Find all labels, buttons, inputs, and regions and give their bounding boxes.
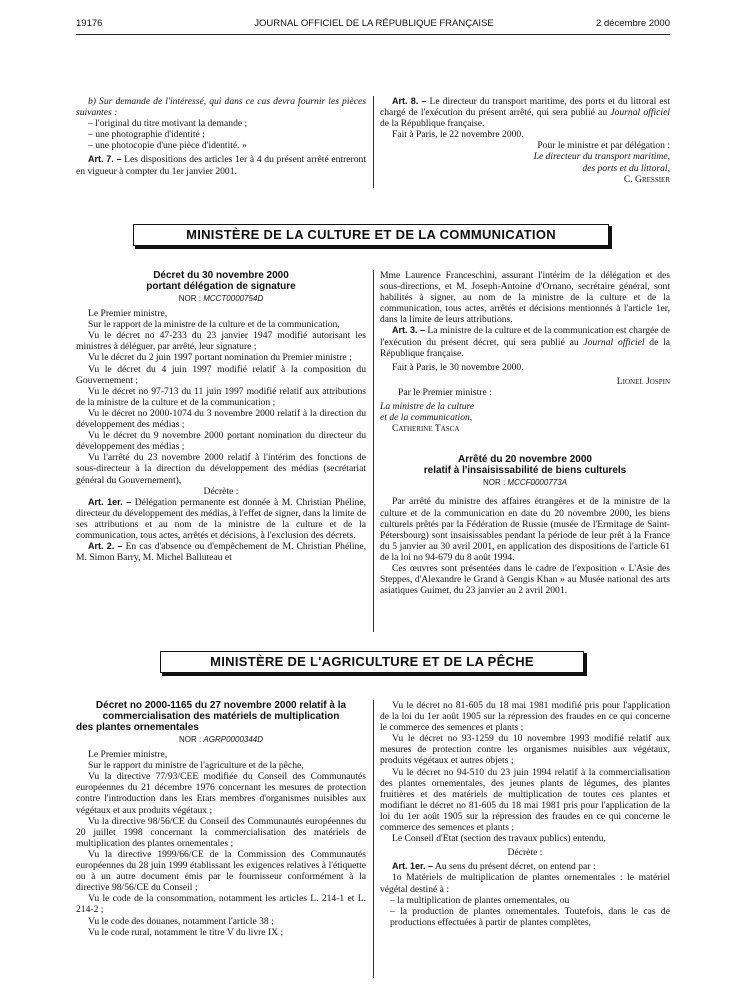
decret2-title3: des plantes ornementales (76, 722, 199, 733)
journal-title: JOURNAL OFFICIEL DE LA RÉPUBLIQUE FRANÇAISE (254, 18, 494, 29)
decret1-art1-label: Art. 1er. – (88, 496, 132, 507)
decret1-p2: Sur le rapport de la ministre de la culture et de la communication, (88, 319, 340, 331)
art7-text: Les dispositions des articles 1er à 4 du présent arrêté entreront en vigueur à compter du 1er janvier 2001. (76, 154, 366, 177)
decret2-art1-label: Art. 1er. – (392, 861, 434, 872)
decret1-pm: Lionel Jospin (616, 375, 670, 387)
decret2-p5: Vu la directive 1999/66/CE de la Commission des Communautés européennes du 28 juin 1999 établissant les exigences relatives à l'étiquette ou à un autre document émis par le fournisseur conformément à la directive 98/56/CE du Conseil ; (76, 848, 366, 894)
top-p1: b) Sur demande de l'intéressé, qui dans ce cas devra fournir les pièces suivantes : (76, 96, 366, 119)
top-sig-name: C. Gressier (623, 173, 670, 185)
arrete1-title1: Arrêté du 20 novembre 2000 (458, 454, 592, 466)
decret1-min-name: Catherine Tasca (392, 423, 460, 435)
ministry-agriculture-heading: MINISTÈRE DE L'AGRICULTURE ET DE LA PÊCHE (160, 651, 584, 673)
decret1-art3-text2: de la République française. (380, 336, 670, 359)
decret2-r1: Vu le décret no 81-605 du 18 mai 1981 modifié pris pour l'application de la loi du 1er août 1905 sur la répression des fraudes en ce qui concerne le commerce des semences et plants ; (380, 700, 670, 734)
header-rule (76, 34, 670, 35)
decret1-p1: Le Premier ministre, (88, 308, 168, 320)
arrete1-title2: relatif à l'insaisissabilité de biens culturels (423, 465, 627, 477)
decret2-p6: Vu le code de la consommation, notamment les articles L. 214-1 et L. 214-2 ; (76, 893, 366, 916)
decret2-p4: Vu la directive 98/56/CE du Conseil des Communautés européennes du 20 juillet 1998 concernant la commercialisation des matériels de multiplication des plantes ornementales ; (76, 815, 366, 849)
decret2-r5: 1o Matériels de multiplication de plantes ornementales : le matériel végétal destiné à : (380, 872, 670, 895)
art8-text2: de la République française. (380, 118, 485, 130)
decret1-decrete: Décrète : (203, 485, 239, 497)
arrete1-nor-label: NOR : (482, 478, 508, 488)
decret2-r3: Vu le décret no 94-510 du 23 juin 1994 relatif à la commercialisation des plantes ornementales, des jeunes plants de légumes, des plantes fruitières et des matériels de multiplication de toutes ces plantes et modifiant le décret no 81-605 du 18 mai 1981 pris pour l'application de la loi du 1er août 1905 sur la répression des fraudes en ce qui concerne le commerce des semences et plants ; (380, 766, 670, 834)
art8-label: Art. 8. – (392, 96, 427, 106)
decret2-p1: Le Premier ministre, (88, 749, 168, 761)
decret1-nor-label: NOR : (178, 294, 204, 303)
decret1-art3-jo: Journal officiel (583, 336, 645, 348)
arrete1-nor: MCCF0000773A (507, 478, 568, 488)
arrete1-p2: Ces œuvres sont présentées dans le cadre de l'exposition « L'Asie des Steppes, d'Alexandre le Grand à Gengis Khan » au Musée national des arts asiatiques Guimet, du 23 janvier au 2 avril 2001. (380, 562, 670, 597)
decret1-min1: La ministre de la culture (380, 401, 475, 413)
arrete1-p1: Par arrêté du ministre des affaires étrangères et de la ministre de la culture et de la communication en date du 20 novembre 2000, les biens culturels prêtés par la Fédération de Russie (musée de l'Ermitage de Saint-Pétersbourg) sont insaisissables pendant la période de leur prêt à la France du 5 janvier au 30 avril 2001, en application des dispositions de l'article 61 de la loi no 94-679 du 8 août 1994. (380, 496, 670, 563)
decret1-p6: Vu le décret no 97-713 du 11 juin 1997 modifié relatif aux attributions de la ministre de la culture et de la communication ; (76, 385, 366, 408)
top-right-column (380, 96, 670, 185)
page-number: 19176 (76, 18, 103, 29)
decret1-nor: MCCT0000754D (203, 294, 264, 303)
top-d1: – l'original du titre motivant la demande ; (88, 118, 248, 130)
decret1-p5: Vu le décret du 4 juin 1997 modifié relatif à la composition du Gouvernement ; (76, 363, 366, 386)
decret2-p7: Vu le code des douanes, notamment l'article 38 ; (88, 915, 274, 927)
decret1-art2-label: Art. 2. – (88, 541, 123, 552)
decret1-p4: Vu le décret du 2 juin 1997 portant nomination du Premier ministre ; (88, 352, 352, 364)
top-sig1: Le directeur du transport maritime, (533, 151, 670, 163)
decret1-cont: Mme Laurence Franceschini, assurant l'intérim de la délégation et des sous-directions, et M. Joseph-Antoine d'Ornano, secrétaire général, sont habilités à signer, au nom de la ministre de la culture et de la communication, tous actes, arrêtés et décisions mentionnés à l'article 1er, dans la limite de leurs attributions. (380, 270, 670, 326)
decret1-p8: Vu le décret du 9 novembre 2000 portant nomination du directeur du développement des médias ; (76, 430, 366, 453)
top-pour: Pour le ministre et par délégation : (537, 140, 670, 152)
decret-agri-left (76, 700, 366, 938)
decret2-art1-text: Au sens du présent décret, on entend par : (433, 861, 596, 873)
decret1-art3-text1: La ministre de la culture et de la communication est chargée de l'exécution du présent décret, qui sera publié au (380, 325, 670, 348)
decret-culture-right (380, 270, 670, 596)
decret1-min2: et de la communication, (380, 412, 473, 424)
top-sig2: des ports et du littoral, (582, 162, 670, 174)
decret-culture-left (76, 270, 366, 563)
decret2-title2: commercialisation des matériels de multiplication (102, 711, 340, 722)
ministry-culture-heading: MINISTÈRE DE LA CULTURE ET DE LA COMMUNICATION (133, 224, 609, 246)
top-fait: Fait à Paris, le 22 novembre 2000. (392, 129, 524, 141)
decret1-art3-label: Art. 3. – (392, 325, 426, 336)
art8-jo: Journal officiel (610, 107, 670, 119)
decret2-r4: Le Conseil d'Etat (section des travaux publics) entendu, (392, 833, 606, 845)
decret2-d1: – la multiplication de plantes ornementales, ou (390, 894, 570, 906)
issue-date: 2 décembre 2000 (596, 18, 670, 29)
decret2-r2: Vu le décret no 93-1259 du 10 novembre 1993 modifié relatif aux mesures de protection contre les organismes nuisibles aux végétaux, produits végétaux et autres objets ; (380, 733, 670, 767)
decret2-nor: AGRP0000344D (203, 735, 264, 744)
top-d2: – une photographie d'identité ; (88, 129, 205, 141)
column-separator (373, 96, 374, 188)
decret1-title1: Décret du 30 novembre 2000 (153, 270, 289, 281)
top-d3: – une photocopie d'une pièce d'identité. » (88, 140, 247, 152)
decret1-p3: Vu le décret no 47-233 du 23 janvier 1947 modifié autorisant les ministres à déléguer, par arrêté, leur signature ; (76, 330, 366, 353)
decret2-p3: Vu la directive 77/93/CEE modifiée du Conseil des Communautés européennes du 21 décembre 1976 concernant les mesures de protection contre l'introduction dans les Etats membres d'organismes nuisibles aux végétaux et aux produits végétaux ; (76, 771, 366, 816)
art7-label: Art. 7. – (88, 154, 122, 165)
decret1-par: Par le Premier ministre : (398, 386, 492, 398)
art8-text1: Le directeur du transport maritime, des ports et du littoral est chargé de l'exécution du présent arrêté, qui sera publié au (380, 96, 670, 119)
decret2-decrete: Décrète : (507, 847, 543, 859)
decret1-title2: portant délégation de signature (146, 281, 296, 292)
decret1-fait: Fait à Paris, le 30 novembre 2000. (392, 361, 524, 373)
top-left-column (76, 96, 366, 177)
decret2-d2: – la production de plantes ornementales. Toutefois, dans le cas de productions effectuées à partir de plantes complètes, (390, 905, 670, 928)
column-separator (373, 270, 374, 632)
decret1-art2-text: En cas d'absence ou d'empêchement de M. Christian Phéline, M. Simon Barry, M. Michel Balluteau et (76, 541, 366, 564)
decret1-art1-text: Délégation permanente est donnée à M. Christian Phéline, directeur du développement des médias, à l'effet de signer, dans la limite de ses attributions et au nom de la ministre de la culture et de la communication, tous actes, arrêtés et décisions, à l'exclusion des décrets. (76, 496, 366, 541)
column-separator (373, 700, 374, 978)
decret2-p8: Vu le code rural, notamment le titre V du livre IX ; (88, 926, 284, 938)
decret1-p9: Vu l'arrêté du 23 novembre 2000 relatif à l'intérim des fonctions de sous-directeur à la direction du développement des médias (secrétariat général du Gouvernement), (76, 452, 366, 486)
decret2-p2: Sur le rapport du ministre de l'agriculture et de la pêche, (88, 760, 304, 772)
decret1-p7: Vu le décret no 2000-1074 du 3 novembre 2000 relatif à la direction du développement des médias ; (76, 407, 366, 431)
decret2-nor-label: NOR : (178, 735, 204, 744)
decret2-title1: Décret no 2000-1165 du 27 novembre 2000 relatif à la (95, 700, 347, 711)
decret-agri-right (380, 700, 670, 928)
